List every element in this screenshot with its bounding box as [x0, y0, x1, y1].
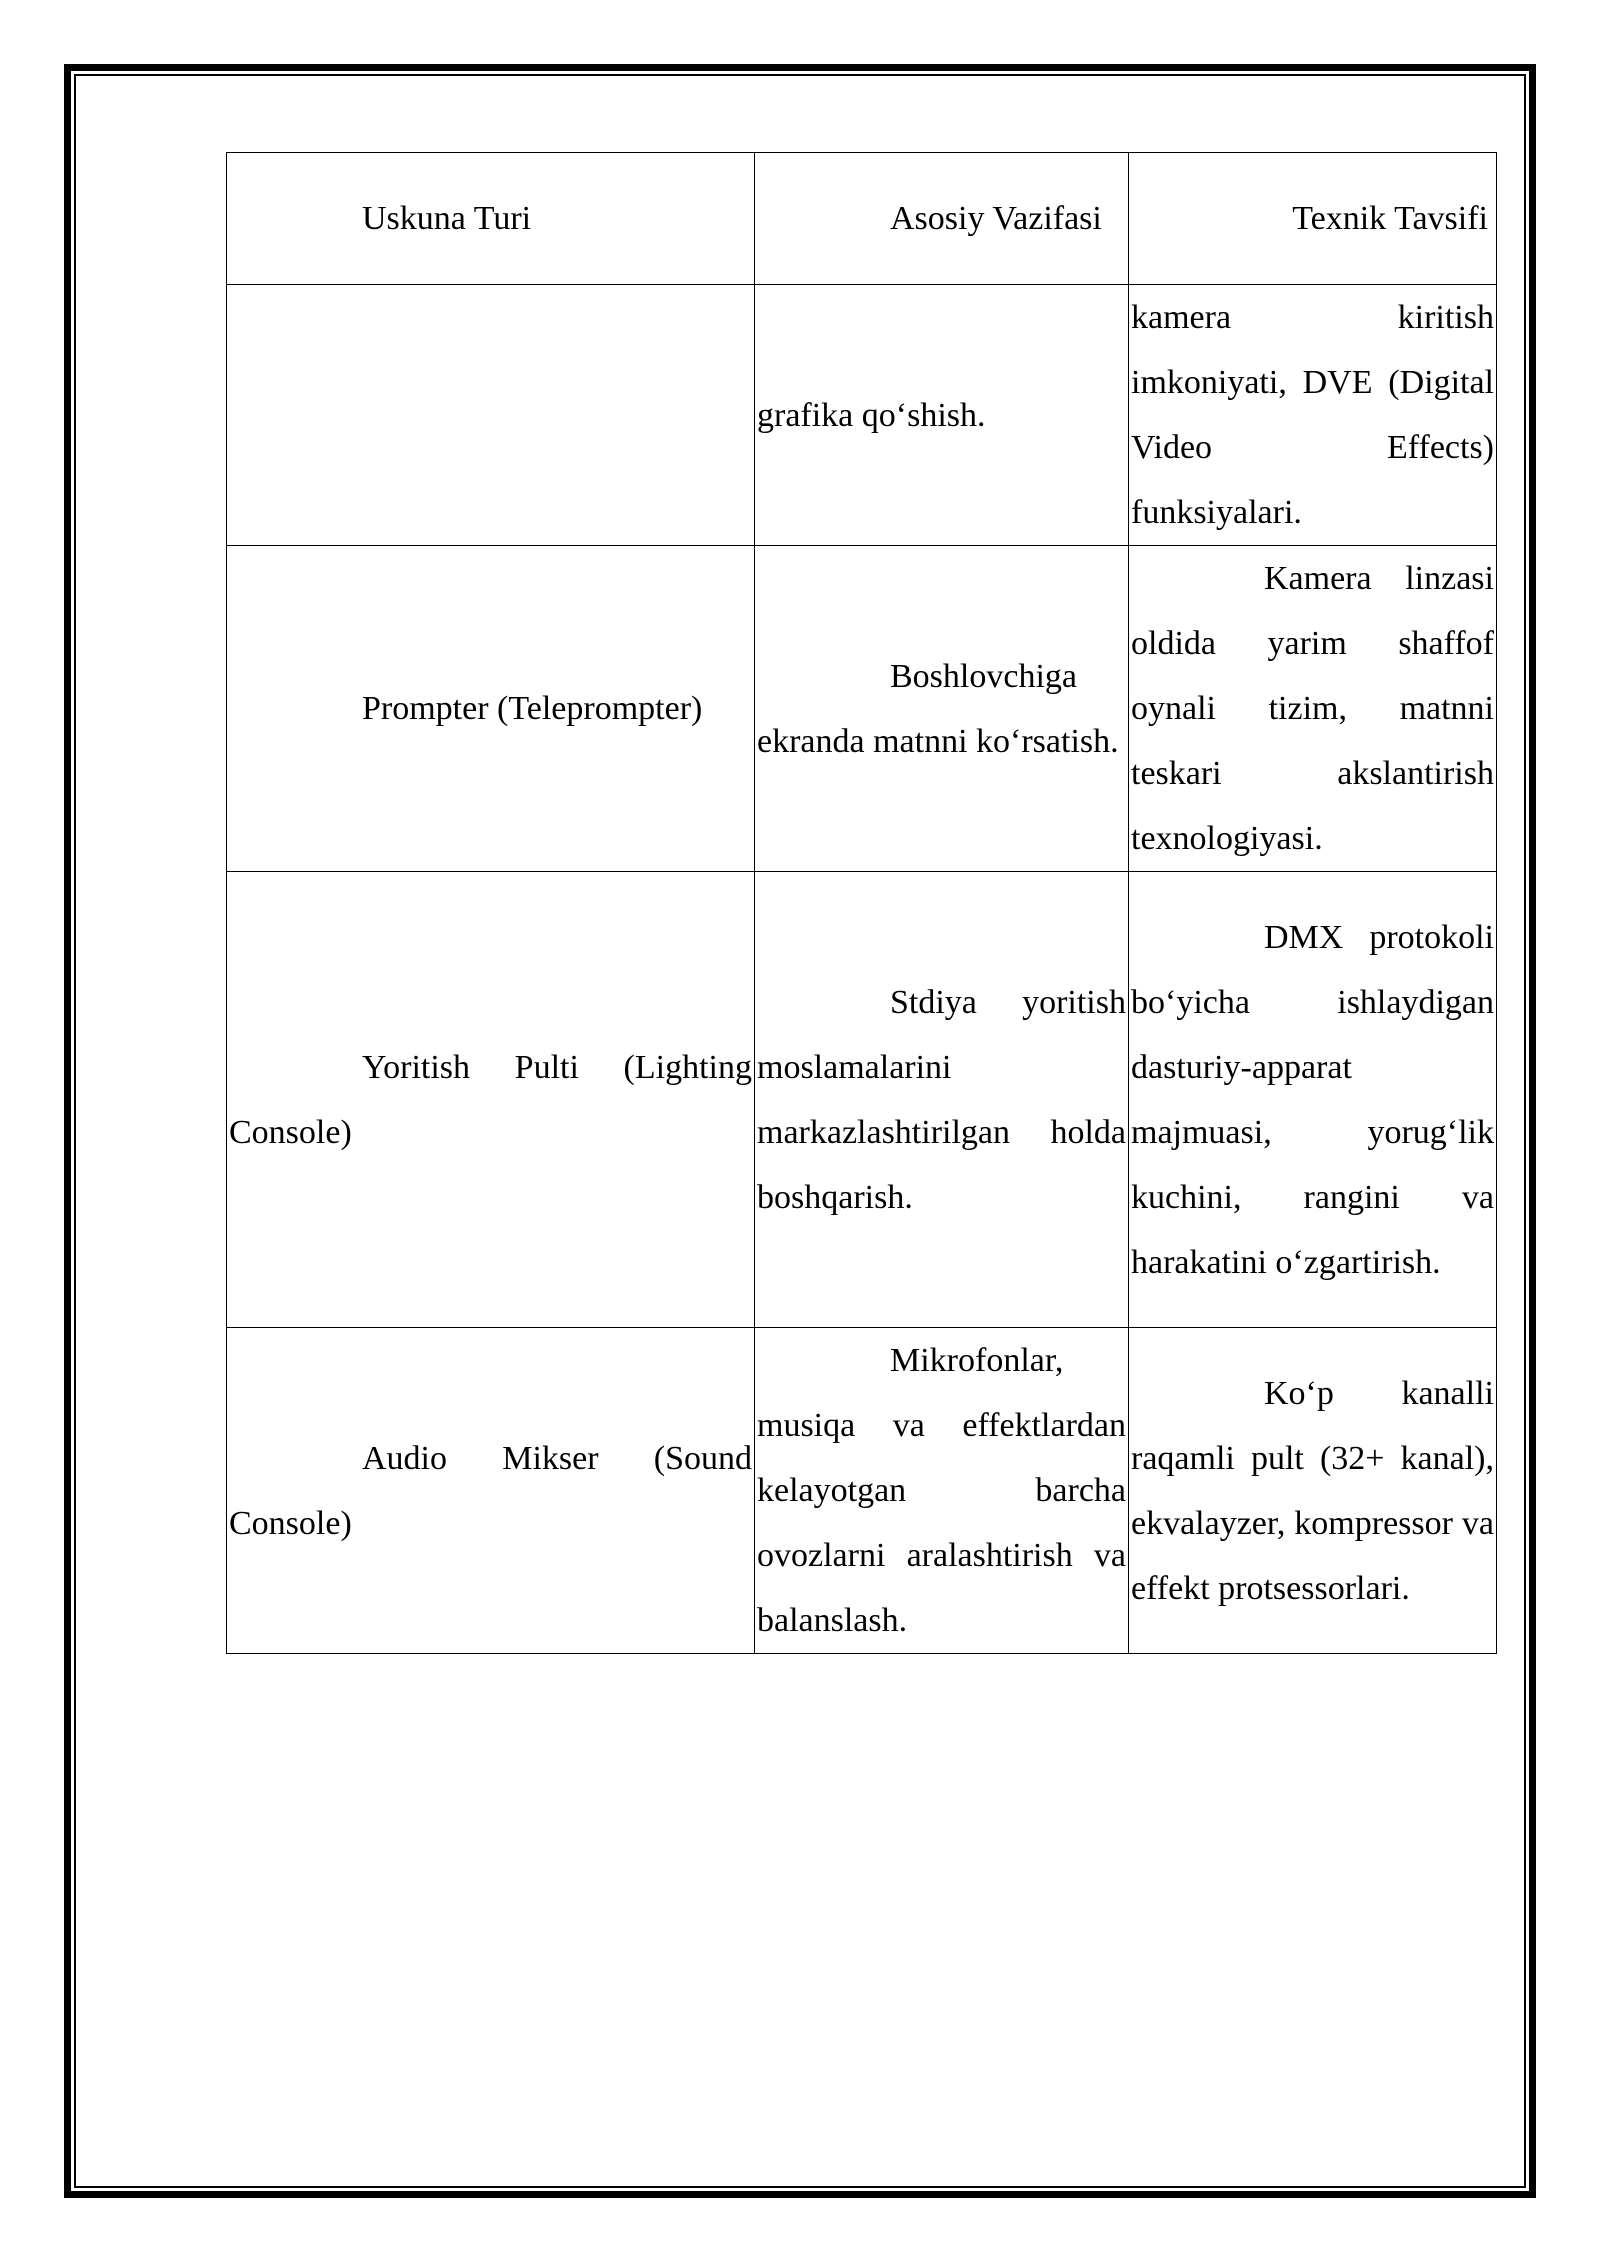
table-row	[227, 1328, 1497, 1654]
table-row	[227, 872, 1497, 1328]
cell-equipment-type: Audio Mikser (Sound Console)	[227, 1328, 755, 1654]
equipment-table	[226, 152, 1497, 1654]
cell-technical-spec: Ko‘p kanalli raqamli pult (32+ kanal), ekvalayzer, kompressor va effekt protsessorlari.	[1129, 1328, 1497, 1654]
cell-main-function: Mikrofonlar, musiqa va effektlardan kelayotgan barcha ovozlarni aralashtirish va balanslash.	[755, 1328, 1129, 1654]
cell-main-function: Boshlovchiga ekranda matnni ko‘rsatish.	[755, 546, 1129, 872]
cell-technical-spec: kamera kiritish imkoniyati, DVE (Digital Video Effects) funksiyalari.	[1129, 285, 1497, 546]
cell-technical-spec: DMX protokoli bo‘yicha ishlaydigan dasturiy-apparat majmuasi, yorug‘lik kuchini, rangini va harakatini o‘zgartirish.	[1129, 872, 1497, 1328]
table-row	[227, 546, 1497, 872]
header-equipment-type: Uskuna Turi	[227, 153, 755, 285]
header-technical-spec: Texnik Tavsifi	[1129, 153, 1497, 285]
cell-equipment-type: Prompter (Teleprompter)	[227, 546, 755, 872]
table-row	[227, 285, 1497, 546]
cell-main-function: grafika qo‘shish.	[755, 285, 1129, 546]
cell-equipment-type: Yoritish Pulti (Lighting Console)	[227, 872, 755, 1328]
table-header-row	[227, 153, 1497, 285]
cell-equipment-type	[227, 285, 755, 546]
header-main-function: Asosiy Vazifasi	[755, 153, 1129, 285]
cell-main-function: Stdiya yoritish moslamalarini markazlashtirilgan holda boshqarish.	[755, 872, 1129, 1328]
cell-technical-spec: Kamera linzasi oldida yarim shaffof oynali tizim, matnni teskari akslantirish texnologiyasi.	[1129, 546, 1497, 872]
